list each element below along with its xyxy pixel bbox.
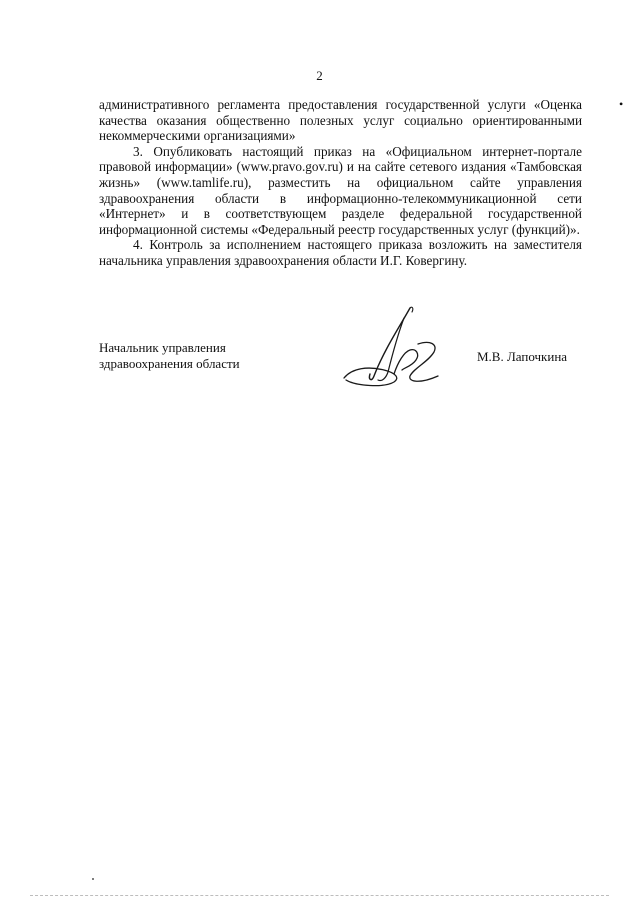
margin-dot: • <box>619 97 624 111</box>
scan-speck <box>92 878 94 880</box>
paragraph-item-3: 3. Опубликовать настоящий приказ на «Официальном интернет-портале правовой информации» (www.pravo.gov.ru) и на сайте сетевого издания «Тамбовская жизнь» (www.tamlife.ru), разместить на официальном сайте управления здравоохранения области в информационно-телекоммуникационной сети «Интернет» и в соответствующем разделе федеральной государственной информационной системы «Федеральный реестр государственных услуг (функций)». <box>99 143 582 237</box>
page-bottom-edge <box>30 895 609 896</box>
signatory-name: М.В. Лапочкина <box>477 349 568 364</box>
paragraph-continuation: административного регламента предоставления государственной услуги «Оценка качества оказания общественно полезных услуг социально ориентированными некоммерческими организациями» <box>99 97 582 144</box>
signatory-position-line2: здравоохранения области <box>99 355 240 371</box>
paragraph-item-4: 4. Контроль за исполнением настоящего приказа возложить на заместителя начальника управления здравоохранения области И.Г. Ковергину. <box>99 237 582 268</box>
signatory-position <box>99 340 240 371</box>
page-number: 2 <box>316 68 323 83</box>
document-body <box>99 97 582 269</box>
handwritten-signature <box>338 304 448 388</box>
signatory-position-line1: Начальник управления <box>99 340 226 355</box>
